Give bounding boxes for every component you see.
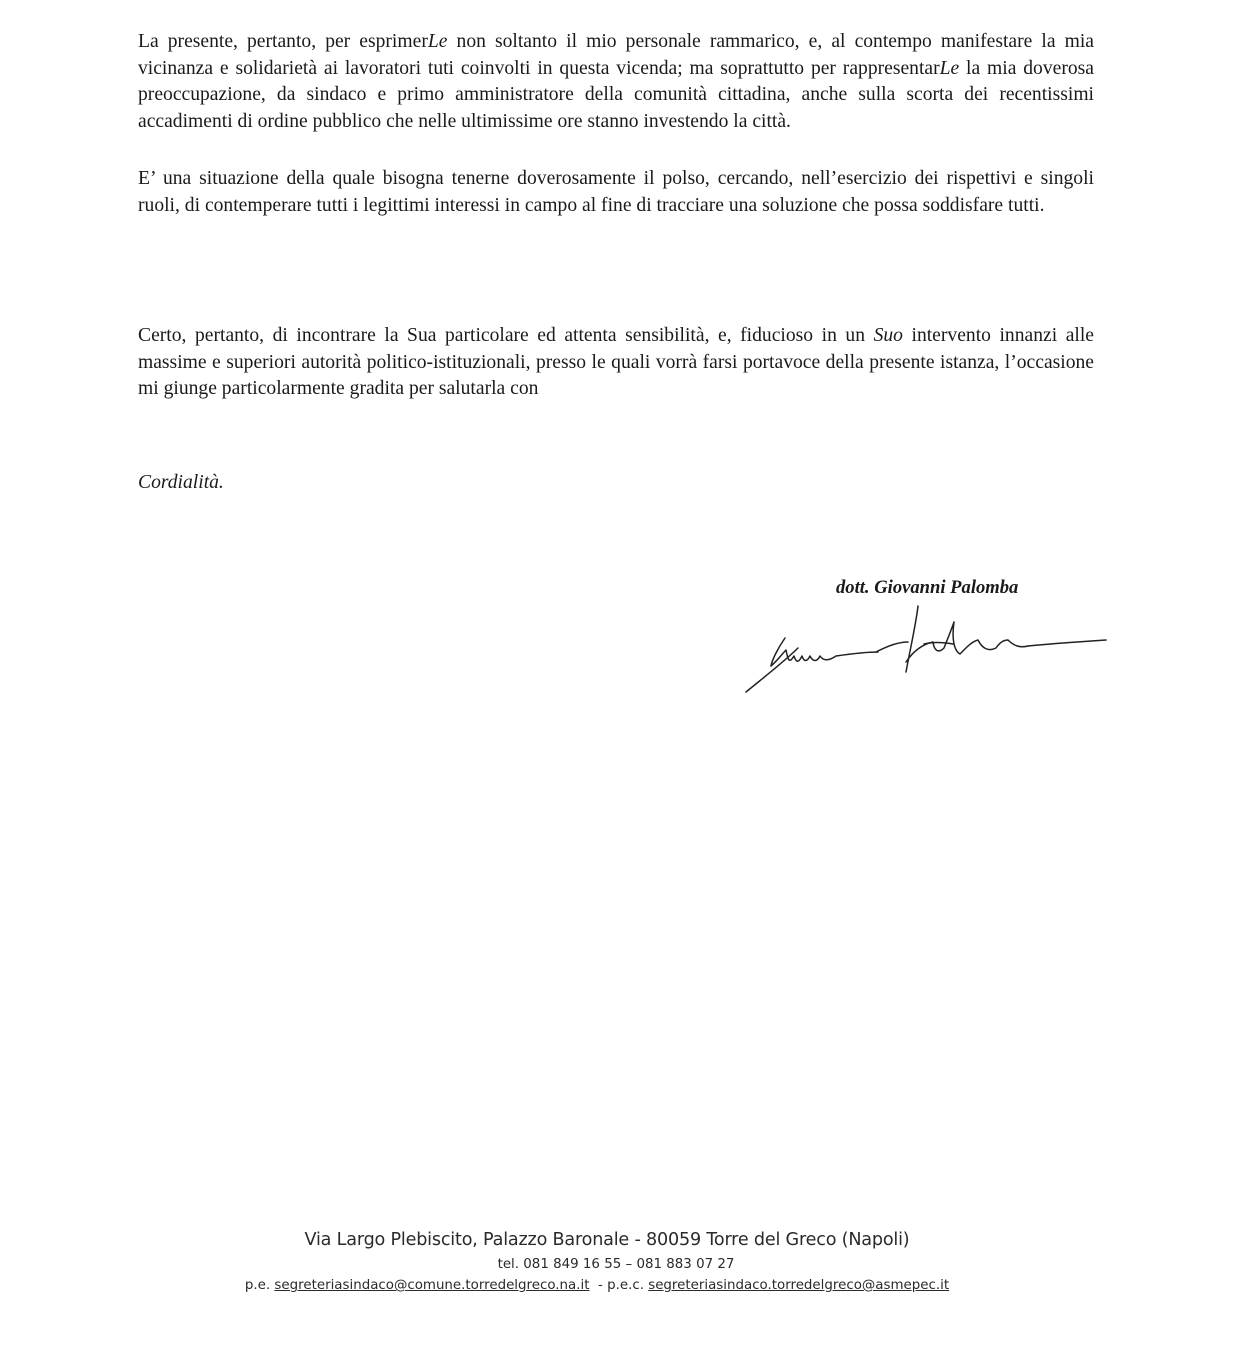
pe-label: p.e. bbox=[244, 1278, 275, 1293]
pec-label: - p.e.c. bbox=[589, 1278, 649, 1293]
handwritten-signature-icon bbox=[738, 602, 1113, 702]
para1-text-3: la mia doverosa preoccupazione, da sindaco e primo amministratore della comunità cittadina, anche sulla scorta dei recentissimi accadimenti di ordine pubblico che nelle ultimissime ore stanno investendo la città. bbox=[138, 57, 1094, 132]
closing-salutation: Cordialità. bbox=[138, 472, 224, 493]
body-paragraph-1 bbox=[138, 29, 1094, 135]
signer-name: dott. Giovanni Palomba bbox=[836, 577, 1019, 598]
para1-emphasis-le-1: Le bbox=[427, 31, 448, 52]
pec-email-link[interactable]: segreteriasindaco.torredelgreco@asmepec.it bbox=[648, 1278, 950, 1293]
para3-emphasis-suo: Suo bbox=[873, 325, 903, 346]
body-paragraph-2: E’ una situazione della quale bisogna tenerne doverosamente il polso, cercando, nell’esercizio dei rispettivi e singoli ruoli, di contemperare tutti i legittimi interessi in campo al fine di tracciare una soluzione che possa soddisfare tutti. bbox=[138, 168, 1094, 216]
pe-email-link[interactable]: segreteriasindaco@comune.torredelgreco.na.it bbox=[274, 1278, 590, 1293]
footer-address: Via Largo Plebiscito, Palazzo Baronale - 80059 Torre del Greco (Napoli) bbox=[304, 1230, 910, 1250]
para3-text-2: intervento innanzi alle massime e superiori autorità politico-istituzionali, presso le quali vorrà farsi portavoce della presente istanza, l’occasione mi giunge particolarmente gradita per salutarla con bbox=[138, 325, 1094, 400]
letterhead-footer bbox=[0, 1226, 1214, 1296]
footer-email-line bbox=[0, 1276, 1214, 1296]
para1-text-1: La presente, pertanto, per esprimer bbox=[138, 31, 428, 52]
para1-emphasis-le-2: Le bbox=[939, 57, 960, 79]
para1-text-2: non soltanto il mio personale rammarico, e, al contempo manifestare la mia vicinanza e solidarietà ai lavoratori tuti coinvolti in questa vicenda; ma soprattutto per rappresentar bbox=[138, 31, 1094, 79]
footer-telephone: tel. 081 849 16 55 – 081 883 07 27 bbox=[497, 1257, 735, 1272]
para3-text-1: Certo, pertanto, di incontrare la Sua particolare ed attenta sensibilità, e, fiducioso in un bbox=[138, 325, 874, 346]
body-paragraph-3 bbox=[138, 323, 1094, 403]
